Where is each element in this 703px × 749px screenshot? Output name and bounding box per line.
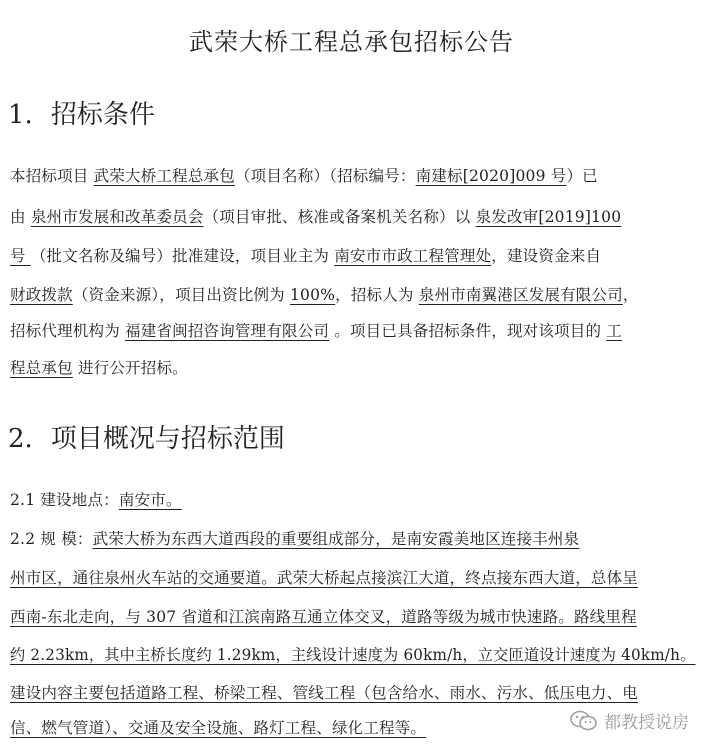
underlined-field: 南建标[2020]009 号	[415, 167, 567, 185]
section2-line-7	[10, 716, 426, 738]
underlined-field: 建设内容主要包括道路工程、桥梁工程、管线工程（包含给水、雨水、污水、低压电力、电	[10, 684, 639, 702]
text-segment: 进行公开招标。	[72, 359, 188, 377]
text-segment: 2.2 规 模：	[10, 530, 93, 548]
section2-line-1	[10, 488, 182, 510]
underlined-field: 约 2.23km，其中主桥长度约 1.29km，主线设计速度为 60km/h，立交匝道设计速度为 40km/h。	[10, 646, 696, 664]
underlined-field: 财政拨款	[10, 286, 73, 304]
text-segment: 本招标项目	[10, 167, 94, 185]
underlined-field: 泉州市发展和改革委员会	[30, 208, 204, 226]
text-segment: 招标代理机构为	[10, 322, 126, 340]
underlined-field: 西南-东北走向，与 307 省道和江滨南路互通立体交叉，道路等级为城市快速路。路线里程	[10, 608, 637, 626]
text-segment: 。项目已具备招标条件，现对该项目的	[329, 322, 607, 340]
text-segment: ，招标人为	[335, 286, 419, 304]
underlined-field: 南安市市政工程管理处	[334, 247, 492, 265]
text-segment: 2.1 建设地点：	[10, 491, 119, 509]
underlined-field: 号	[10, 247, 31, 265]
section-2-heading	[8, 418, 285, 455]
underlined-field: 程总承包	[10, 359, 73, 377]
document-title: 武荣大桥工程总承包招标公告	[189, 28, 514, 56]
section-2-number: 2.	[8, 424, 33, 454]
section2-line-6	[10, 681, 638, 703]
watermark-text: 都教授说房	[604, 713, 689, 733]
section1-line-3	[10, 244, 601, 266]
text-segment: （批文名称及编号）批准建设，项目业主为	[30, 247, 335, 265]
watermark	[570, 708, 689, 733]
section2-line-4	[10, 605, 637, 627]
underlined-field: 州市区，通往泉州火车站的交通要道。武荣大桥起点接滨江大道，终点接东西大道，总体呈	[10, 569, 639, 587]
section2-line-2	[10, 527, 579, 549]
section1-line-6	[10, 356, 188, 378]
section1-line-1	[10, 164, 598, 186]
underlined-field: 信、燃气管道）、交通及安全设施、路灯工程、绿化工程等。	[10, 719, 427, 737]
section-2-title: 项目概况与招标范围	[50, 424, 285, 454]
underlined-field: 武荣大桥为东西大道西段的重要组成部分，是南安霞美地区连接丰州泉	[92, 530, 580, 548]
text-segment: ，建设资金来自	[491, 247, 602, 265]
section2-line-5	[10, 643, 695, 665]
section-1-number: 1.	[8, 100, 33, 130]
underlined-field: 南安市。	[118, 491, 182, 509]
text-segment: 由	[10, 208, 31, 226]
underlined-field: 泉州市南翼港区发展有限公司	[418, 286, 623, 304]
underlined-field: 工	[606, 322, 622, 340]
section1-line-4	[10, 283, 639, 305]
text-segment: ）已	[566, 167, 598, 185]
section1-line-2	[10, 205, 621, 227]
text-segment: ，	[622, 286, 639, 304]
underlined-field: 100%	[290, 286, 336, 304]
section2-line-3	[10, 566, 638, 588]
wechat-icon	[570, 710, 598, 732]
text-segment: （项目名称）（招标编号：	[234, 167, 416, 185]
text-segment: （资金来源），项目出资比例为	[72, 286, 290, 304]
text-segment: （项目审批、核准或备案机关名称）以	[203, 208, 476, 226]
underlined-field: 福建省闽招咨询管理有限公司	[125, 322, 330, 340]
underlined-field: 武荣大桥工程总承包	[93, 167, 235, 185]
section-1-heading	[8, 94, 155, 131]
section1-line-5	[10, 319, 622, 341]
underlined-field: 泉发改审[2019]100	[475, 208, 622, 226]
section-1-title: 招标条件	[50, 100, 155, 130]
